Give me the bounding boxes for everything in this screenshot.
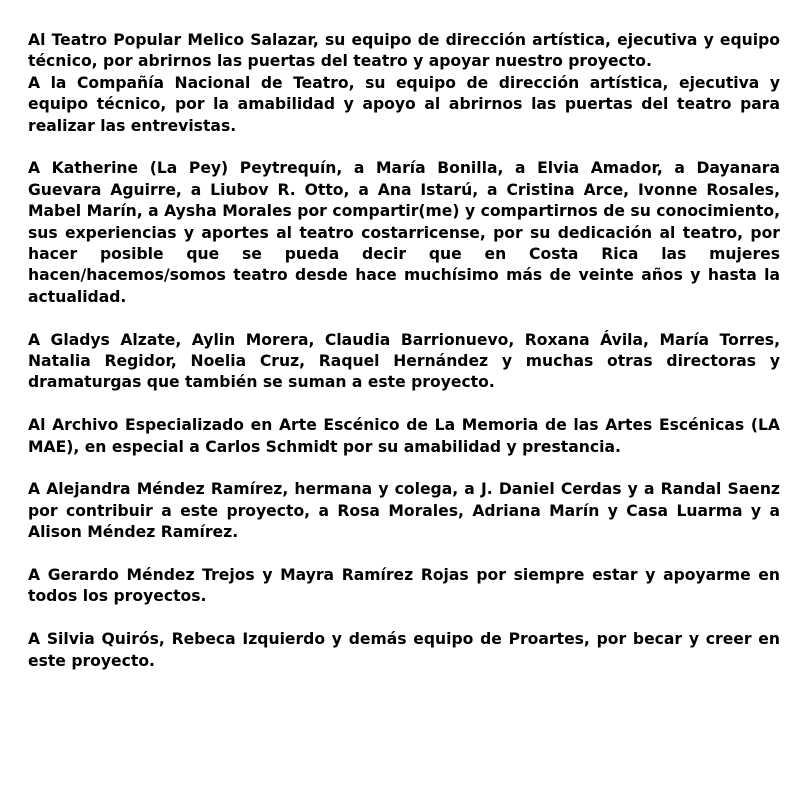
acknowledgements-page [28,30,780,693]
paragraph-compania-nacional: A la Compañía Nacional de Teatro, su equipo de dirección artística, ejecutiva y equipo técnico, por la amabilidad y apoyo al abrirnos las puertas del teatro para realizar las entrevistas. [28,73,780,135]
paragraph-colaboradores: A Alejandra Méndez Ramírez, hermana y colega, a J. Daniel Cerdas y a Randal Saenz por contribuir a este proyecto, a Rosa Morales, Adriana Marín y Casa Luarma y a Alison Méndez Ramírez. [28,480,780,542]
paragraph-actrices: A Katherine (La Pey) Peytrequín, a María Bonilla, a Elvia Amador, a Dayanara Guevara Aguirre, a Liubov R. Otto, a Ana Istarú, a Cristina Arce, Ivonne Rosales, Mabel Marín, a Aysha Morales por compartir(me) y compartirnos de su conocimiento, sus experiencias y aportes al teatro costarricense, por su dedicación al teatro, por hacer posible que se pueda decir que en Costa Rica las mujeres hacen/hacemos/somos teatro desde hace muchísimo más de veinte años y hasta la actualidad. [28,159,780,306]
paragraph-familia: A Gerardo Méndez Trejos y Mayra Ramírez Rojas por siempre estar y apoyarme en todos los proyectos. [28,566,780,606]
paragraph-proartes: A Silvia Quirós, Rebeca Izquierdo y demás equipo de Proartes, por becar y creer en este proyecto. [28,630,780,670]
paragraph-directoras: A Gladys Alzate, Aylin Morera, Claudia Barrionuevo, Roxana Ávila, María Torres, Natalia Regidor, Noelia Cruz, Raquel Hernández y muchas otras directoras y dramaturgas que también se suman a este proyecto. [28,330,780,392]
paragraph-archivo-mae: Al Archivo Especializado en Arte Escénico de La Memoria de las Artes Escénicas (LA MAE), en especial a Carlos Schmidt por su amabilidad y prestancia. [28,416,780,456]
paragraph-teatro-popular: Al Teatro Popular Melico Salazar, su equipo de dirección artística, ejecutiva y equipo técnico, por abrirnos las puertas del teatro y apoyar nuestro proyecto. [28,31,780,71]
